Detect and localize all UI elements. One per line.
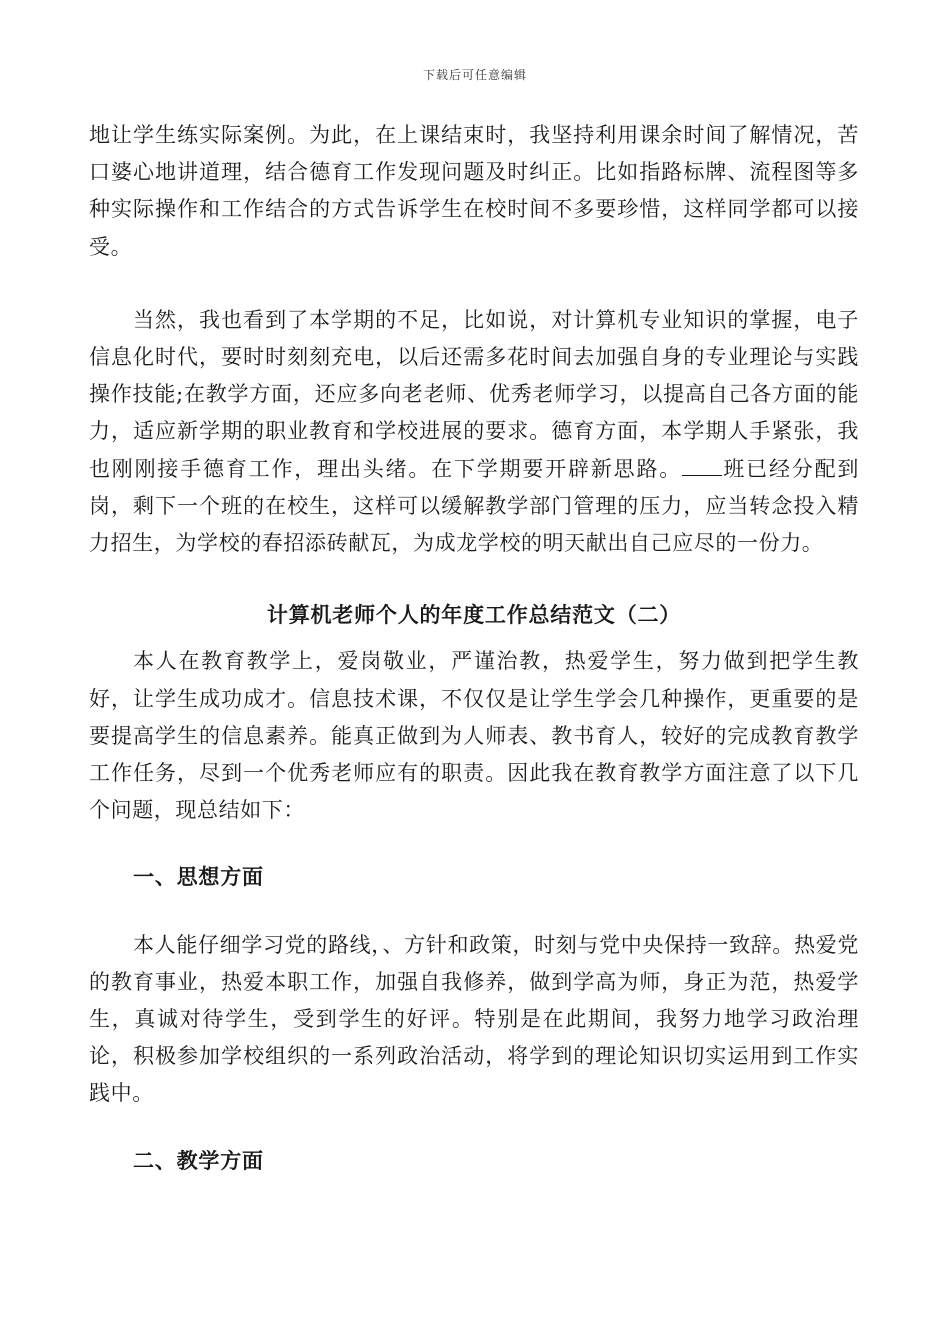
- document-body: [89, 117, 859, 1179]
- paragraph-intro: 本人在教育教学上，爱岗敬业，严谨治教，热爱学生，努力做到把学生教好，让学生成功成才。信息技术课，不仅仅是让学生学会几种操作，更重要的是要提高学生的信息素养。能真正做到为人师表、教书育人，较好的完成教育教学工作任务，尽到一个优秀老师应有的职责。因此我在教育教学方面注意了以下几个问题，现总结如下：: [89, 649, 859, 823]
- paragraph-text-part-2: 班已经分配到岗，剩下一个班的在校生，这样可以缓解教学部门管理的压力，应当转念投入精力招生，为学校的春招添砖献瓦，为成龙学校的明天献出自己应尽的一份力。: [89, 456, 859, 556]
- page-header-note: 下载后可任意编辑: [422, 68, 527, 82]
- heading-teaching: 二、教学方面: [133, 1147, 264, 1173]
- paragraph-continued: 地让学生练实际案例。为此，在上课结束时，我坚持利用课余时间了解情况，苦口婆心地讲道理，结合德育工作发现问题及时纠正。比如指路标牌、流程图等多种实际操作和工作结合的方式告诉学生在校时间不多要珍惜，这样同学都可以接受。: [89, 123, 859, 259]
- blank-underline: [682, 457, 722, 476]
- heading-thought: 一、思想方面: [133, 864, 264, 890]
- paragraph-text-part-1: 当然，我也看到了本学期的不足，比如说，对计算机专业知识的掌握，电子信息化时代，要时时刻刻充电，以后还需多花时间去加强自身的专业理论与实践操作技能;在教学方面，还应多向老老师、优秀老师学习，以提高自己各方面的能力，适应新学期的职业教育和学校进展的要求。德育方面，本学期人手紧张，我也刚刚接手德育工作，理出头绪。在下学期要开辟新思路。: [89, 307, 859, 481]
- paragraph-thought: 本人能仔细学习党的路线，、方针和政策，时刻与党中央保持一致辞。热爱党的教育事业，热爱本职工作，加强自我修养，做到学高为师，身正为范，热爱学生，真诚对待学生，受到学生的好评。特别是在此期间，我努力地学习政治理论，积极参加学校组织的一系列政治活动，将学到的理论知识切实运用到工作实践中。: [89, 932, 859, 1106]
- paragraph-shortcomings: [89, 302, 859, 562]
- section-title: 计算机老师个人的年度工作总结范文（二）: [266, 602, 682, 628]
